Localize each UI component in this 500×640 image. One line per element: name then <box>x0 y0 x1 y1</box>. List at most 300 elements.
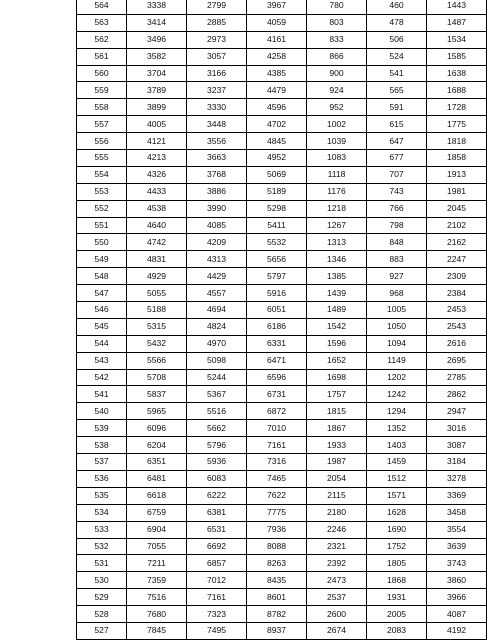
count-cell: 677 <box>367 150 427 167</box>
table-row <box>77 420 487 437</box>
table-body <box>77 0 487 639</box>
score-cell: 545 <box>77 318 127 335</box>
score-cell: 533 <box>77 521 127 538</box>
score-cell: 534 <box>77 504 127 521</box>
count-cell: 2321 <box>307 538 367 555</box>
table-row <box>77 116 487 133</box>
count-cell: 1002 <box>307 116 367 133</box>
score-distribution-table <box>76 0 487 640</box>
count-cell: 2246 <box>307 521 367 538</box>
count-cell: 2885 <box>187 14 247 31</box>
table-row <box>77 217 487 234</box>
count-cell: 3967 <box>247 0 307 14</box>
count-cell: 1487 <box>427 14 487 31</box>
count-cell: 1868 <box>367 572 427 589</box>
score-cell: 539 <box>77 420 127 437</box>
count-cell: 5188 <box>127 302 187 319</box>
count-cell: 1933 <box>307 437 367 454</box>
count-cell: 7012 <box>187 572 247 589</box>
count-cell: 4087 <box>427 606 487 623</box>
count-cell: 1752 <box>367 538 427 555</box>
score-cell: 551 <box>77 217 127 234</box>
score-cell: 541 <box>77 386 127 403</box>
count-cell: 5566 <box>127 352 187 369</box>
count-cell: 2453 <box>427 302 487 319</box>
count-cell: 1818 <box>427 133 487 150</box>
table-row <box>77 14 487 31</box>
count-cell: 6731 <box>247 386 307 403</box>
count-cell: 7161 <box>247 437 307 454</box>
count-cell: 3899 <box>127 99 187 116</box>
count-cell: 3990 <box>187 200 247 217</box>
score-cell: 562 <box>77 31 127 48</box>
count-cell: 1596 <box>307 335 367 352</box>
count-cell: 3278 <box>427 470 487 487</box>
count-cell: 7680 <box>127 606 187 623</box>
count-cell: 7316 <box>247 454 307 471</box>
table-row <box>77 437 487 454</box>
count-cell: 1728 <box>427 99 487 116</box>
count-cell: 4952 <box>247 150 307 167</box>
count-cell: 7845 <box>127 622 187 639</box>
count-cell: 2005 <box>367 606 427 623</box>
table-row <box>77 352 487 369</box>
count-cell: 4479 <box>247 82 307 99</box>
count-cell: 927 <box>367 268 427 285</box>
count-cell: 6531 <box>187 521 247 538</box>
count-cell: 3663 <box>187 150 247 167</box>
count-cell: 7495 <box>187 622 247 639</box>
table-row <box>77 166 487 183</box>
count-cell: 6596 <box>247 369 307 386</box>
count-cell: 3458 <box>427 504 487 521</box>
count-cell: 3184 <box>427 454 487 471</box>
count-cell: 3860 <box>427 572 487 589</box>
count-cell: 900 <box>307 65 367 82</box>
table-row <box>77 335 487 352</box>
score-cell: 532 <box>77 538 127 555</box>
count-cell: 5837 <box>127 386 187 403</box>
score-cell: 563 <box>77 14 127 31</box>
count-cell: 5411 <box>247 217 307 234</box>
score-cell: 556 <box>77 133 127 150</box>
count-cell: 3448 <box>187 116 247 133</box>
count-cell: 1083 <box>307 150 367 167</box>
count-cell: 5516 <box>187 403 247 420</box>
count-cell: 4929 <box>127 268 187 285</box>
count-cell: 1638 <box>427 65 487 82</box>
count-cell: 4845 <box>247 133 307 150</box>
count-cell: 1267 <box>307 217 367 234</box>
count-cell: 5797 <box>247 268 307 285</box>
score-cell: 527 <box>77 622 127 639</box>
count-cell: 1489 <box>307 302 367 319</box>
count-cell: 1628 <box>367 504 427 521</box>
table-row <box>77 454 487 471</box>
count-cell: 3016 <box>427 420 487 437</box>
score-cell: 531 <box>77 555 127 572</box>
count-cell: 3057 <box>187 48 247 65</box>
score-cell: 549 <box>77 251 127 268</box>
table-row <box>77 48 487 65</box>
count-cell: 1688 <box>427 82 487 99</box>
count-cell: 1459 <box>367 454 427 471</box>
count-cell: 1403 <box>367 437 427 454</box>
count-cell: 1039 <box>307 133 367 150</box>
count-cell: 3237 <box>187 82 247 99</box>
table-row <box>77 183 487 200</box>
table-row <box>77 251 487 268</box>
count-cell: 5708 <box>127 369 187 386</box>
count-cell: 8601 <box>247 589 307 606</box>
count-cell: 3704 <box>127 65 187 82</box>
count-cell: 3639 <box>427 538 487 555</box>
count-cell: 6381 <box>187 504 247 521</box>
count-cell: 1176 <box>307 183 367 200</box>
count-cell: 5298 <box>247 200 307 217</box>
count-cell: 5055 <box>127 285 187 302</box>
count-cell: 6471 <box>247 352 307 369</box>
score-cell: 555 <box>77 150 127 167</box>
count-cell: 647 <box>367 133 427 150</box>
table-row <box>77 99 487 116</box>
count-cell: 5965 <box>127 403 187 420</box>
count-cell: 460 <box>367 0 427 14</box>
table-row <box>77 318 487 335</box>
count-cell: 1005 <box>367 302 427 319</box>
count-cell: 7055 <box>127 538 187 555</box>
count-cell: 524 <box>367 48 427 65</box>
count-cell: 8937 <box>247 622 307 639</box>
table-row <box>77 234 487 251</box>
count-cell: 7161 <box>187 589 247 606</box>
count-cell: 2674 <box>307 622 367 639</box>
score-cell: 544 <box>77 335 127 352</box>
count-cell: 4326 <box>127 166 187 183</box>
count-cell: 1218 <box>307 200 367 217</box>
count-cell: 4161 <box>247 31 307 48</box>
score-table-page <box>76 0 486 640</box>
score-cell: 552 <box>77 200 127 217</box>
count-cell: 6331 <box>247 335 307 352</box>
count-cell: 7323 <box>187 606 247 623</box>
count-cell: 6186 <box>247 318 307 335</box>
count-cell: 2473 <box>307 572 367 589</box>
count-cell: 7622 <box>247 487 307 504</box>
table-row <box>77 82 487 99</box>
count-cell: 1757 <box>307 386 367 403</box>
count-cell: 615 <box>367 116 427 133</box>
table-row <box>77 606 487 623</box>
count-cell: 766 <box>367 200 427 217</box>
count-cell: 4694 <box>187 302 247 319</box>
count-cell: 1439 <box>307 285 367 302</box>
count-cell: 2392 <box>307 555 367 572</box>
count-cell: 6759 <box>127 504 187 521</box>
count-cell: 6481 <box>127 470 187 487</box>
count-cell: 2180 <box>307 504 367 521</box>
count-cell: 4192 <box>427 622 487 639</box>
score-cell: 553 <box>77 183 127 200</box>
score-cell: 547 <box>77 285 127 302</box>
count-cell: 6096 <box>127 420 187 437</box>
count-cell: 4596 <box>247 99 307 116</box>
table-row <box>77 200 487 217</box>
count-cell: 3369 <box>427 487 487 504</box>
count-cell: 5189 <box>247 183 307 200</box>
count-cell: 3743 <box>427 555 487 572</box>
count-cell: 6204 <box>127 437 187 454</box>
count-cell: 1690 <box>367 521 427 538</box>
count-cell: 4385 <box>247 65 307 82</box>
table-row <box>77 133 487 150</box>
count-cell: 2384 <box>427 285 487 302</box>
score-cell: 542 <box>77 369 127 386</box>
table-row <box>77 150 487 167</box>
count-cell: 4702 <box>247 116 307 133</box>
count-cell: 1352 <box>367 420 427 437</box>
count-cell: 4121 <box>127 133 187 150</box>
count-cell: 6618 <box>127 487 187 504</box>
count-cell: 5244 <box>187 369 247 386</box>
count-cell: 7465 <box>247 470 307 487</box>
table-row <box>77 386 487 403</box>
count-cell: 2537 <box>307 589 367 606</box>
count-cell: 1981 <box>427 183 487 200</box>
count-cell: 1698 <box>307 369 367 386</box>
count-cell: 4742 <box>127 234 187 251</box>
count-cell: 6222 <box>187 487 247 504</box>
count-cell: 1534 <box>427 31 487 48</box>
score-cell: 550 <box>77 234 127 251</box>
count-cell: 8782 <box>247 606 307 623</box>
table-row <box>77 487 487 504</box>
score-cell: 560 <box>77 65 127 82</box>
table-row <box>77 31 487 48</box>
count-cell: 7516 <box>127 589 187 606</box>
score-cell: 535 <box>77 487 127 504</box>
count-cell: 4429 <box>187 268 247 285</box>
count-cell: 2045 <box>427 200 487 217</box>
count-cell: 6051 <box>247 302 307 319</box>
count-cell: 1149 <box>367 352 427 369</box>
table-row <box>77 622 487 639</box>
count-cell: 5098 <box>187 352 247 369</box>
score-cell: 528 <box>77 606 127 623</box>
count-cell: 1443 <box>427 0 487 14</box>
count-cell: 7359 <box>127 572 187 589</box>
count-cell: 5069 <box>247 166 307 183</box>
count-cell: 848 <box>367 234 427 251</box>
count-cell: 2695 <box>427 352 487 369</box>
count-cell: 866 <box>307 48 367 65</box>
score-cell: 536 <box>77 470 127 487</box>
count-cell: 2799 <box>187 0 247 14</box>
score-cell: 559 <box>77 82 127 99</box>
count-cell: 2162 <box>427 234 487 251</box>
count-cell: 5662 <box>187 420 247 437</box>
count-cell: 2309 <box>427 268 487 285</box>
table-row <box>77 521 487 538</box>
count-cell: 1202 <box>367 369 427 386</box>
count-cell: 2862 <box>427 386 487 403</box>
table-row <box>77 403 487 420</box>
count-cell: 4433 <box>127 183 187 200</box>
table-row <box>77 504 487 521</box>
count-cell: 5532 <box>247 234 307 251</box>
count-cell: 6857 <box>187 555 247 572</box>
score-cell: 543 <box>77 352 127 369</box>
score-cell: 537 <box>77 454 127 471</box>
count-cell: 2247 <box>427 251 487 268</box>
count-cell: 1118 <box>307 166 367 183</box>
count-cell: 1094 <box>367 335 427 352</box>
count-cell: 6083 <box>187 470 247 487</box>
count-cell: 883 <box>367 251 427 268</box>
count-cell: 3330 <box>187 99 247 116</box>
table-row <box>77 268 487 285</box>
count-cell: 707 <box>367 166 427 183</box>
score-cell: 529 <box>77 589 127 606</box>
count-cell: 7775 <box>247 504 307 521</box>
table-row <box>77 572 487 589</box>
table-row <box>77 555 487 572</box>
count-cell: 4313 <box>187 251 247 268</box>
count-cell: 3496 <box>127 31 187 48</box>
count-cell: 1346 <box>307 251 367 268</box>
score-cell: 554 <box>77 166 127 183</box>
count-cell: 7211 <box>127 555 187 572</box>
score-cell: 538 <box>77 437 127 454</box>
count-cell: 2616 <box>427 335 487 352</box>
table-row <box>77 369 487 386</box>
count-cell: 2947 <box>427 403 487 420</box>
count-cell: 4970 <box>187 335 247 352</box>
count-cell: 1385 <box>307 268 367 285</box>
count-cell: 1931 <box>367 589 427 606</box>
count-cell: 5656 <box>247 251 307 268</box>
count-cell: 1313 <box>307 234 367 251</box>
count-cell: 3768 <box>187 166 247 183</box>
count-cell: 3789 <box>127 82 187 99</box>
count-cell: 4213 <box>127 150 187 167</box>
count-cell: 2102 <box>427 217 487 234</box>
count-cell: 3554 <box>427 521 487 538</box>
score-cell: 548 <box>77 268 127 285</box>
count-cell: 1242 <box>367 386 427 403</box>
count-cell: 4059 <box>247 14 307 31</box>
count-cell: 1867 <box>307 420 367 437</box>
count-cell: 1775 <box>427 116 487 133</box>
count-cell: 5796 <box>187 437 247 454</box>
score-cell: 557 <box>77 116 127 133</box>
count-cell: 3166 <box>187 65 247 82</box>
table-row <box>77 0 487 14</box>
count-cell: 1805 <box>367 555 427 572</box>
score-cell: 530 <box>77 572 127 589</box>
count-cell: 4085 <box>187 217 247 234</box>
count-cell: 1858 <box>427 150 487 167</box>
score-cell: 546 <box>77 302 127 319</box>
count-cell: 1815 <box>307 403 367 420</box>
count-cell: 5367 <box>187 386 247 403</box>
count-cell: 1987 <box>307 454 367 471</box>
count-cell: 1571 <box>367 487 427 504</box>
count-cell: 8435 <box>247 572 307 589</box>
count-cell: 803 <box>307 14 367 31</box>
count-cell: 7936 <box>247 521 307 538</box>
count-cell: 565 <box>367 82 427 99</box>
count-cell: 6904 <box>127 521 187 538</box>
count-cell: 7010 <box>247 420 307 437</box>
count-cell: 5916 <box>247 285 307 302</box>
count-cell: 4258 <box>247 48 307 65</box>
count-cell: 541 <box>367 65 427 82</box>
count-cell: 4557 <box>187 285 247 302</box>
count-cell: 5315 <box>127 318 187 335</box>
count-cell: 4640 <box>127 217 187 234</box>
count-cell: 743 <box>367 183 427 200</box>
count-cell: 2785 <box>427 369 487 386</box>
count-cell: 1512 <box>367 470 427 487</box>
count-cell: 8088 <box>247 538 307 555</box>
count-cell: 1913 <box>427 166 487 183</box>
count-cell: 2054 <box>307 470 367 487</box>
count-cell: 3582 <box>127 48 187 65</box>
table-row <box>77 285 487 302</box>
table-row <box>77 470 487 487</box>
count-cell: 5936 <box>187 454 247 471</box>
score-cell: 564 <box>77 0 127 14</box>
score-cell: 561 <box>77 48 127 65</box>
count-cell: 8263 <box>247 555 307 572</box>
count-cell: 968 <box>367 285 427 302</box>
table-row <box>77 589 487 606</box>
count-cell: 1585 <box>427 48 487 65</box>
count-cell: 4005 <box>127 116 187 133</box>
count-cell: 2543 <box>427 318 487 335</box>
count-cell: 3886 <box>187 183 247 200</box>
count-cell: 506 <box>367 31 427 48</box>
count-cell: 2973 <box>187 31 247 48</box>
count-cell: 4824 <box>187 318 247 335</box>
count-cell: 2083 <box>367 622 427 639</box>
count-cell: 6351 <box>127 454 187 471</box>
score-cell: 558 <box>77 99 127 116</box>
count-cell: 1652 <box>307 352 367 369</box>
count-cell: 3087 <box>427 437 487 454</box>
count-cell: 833 <box>307 31 367 48</box>
count-cell: 4209 <box>187 234 247 251</box>
count-cell: 478 <box>367 14 427 31</box>
count-cell: 924 <box>307 82 367 99</box>
count-cell: 1294 <box>367 403 427 420</box>
count-cell: 591 <box>367 99 427 116</box>
count-cell: 4831 <box>127 251 187 268</box>
count-cell: 3414 <box>127 14 187 31</box>
count-cell: 2600 <box>307 606 367 623</box>
count-cell: 3556 <box>187 133 247 150</box>
count-cell: 2115 <box>307 487 367 504</box>
table-row <box>77 302 487 319</box>
count-cell: 952 <box>307 99 367 116</box>
count-cell: 6872 <box>247 403 307 420</box>
count-cell: 5432 <box>127 335 187 352</box>
count-cell: 780 <box>307 0 367 14</box>
table-row <box>77 538 487 555</box>
count-cell: 1542 <box>307 318 367 335</box>
count-cell: 3966 <box>427 589 487 606</box>
